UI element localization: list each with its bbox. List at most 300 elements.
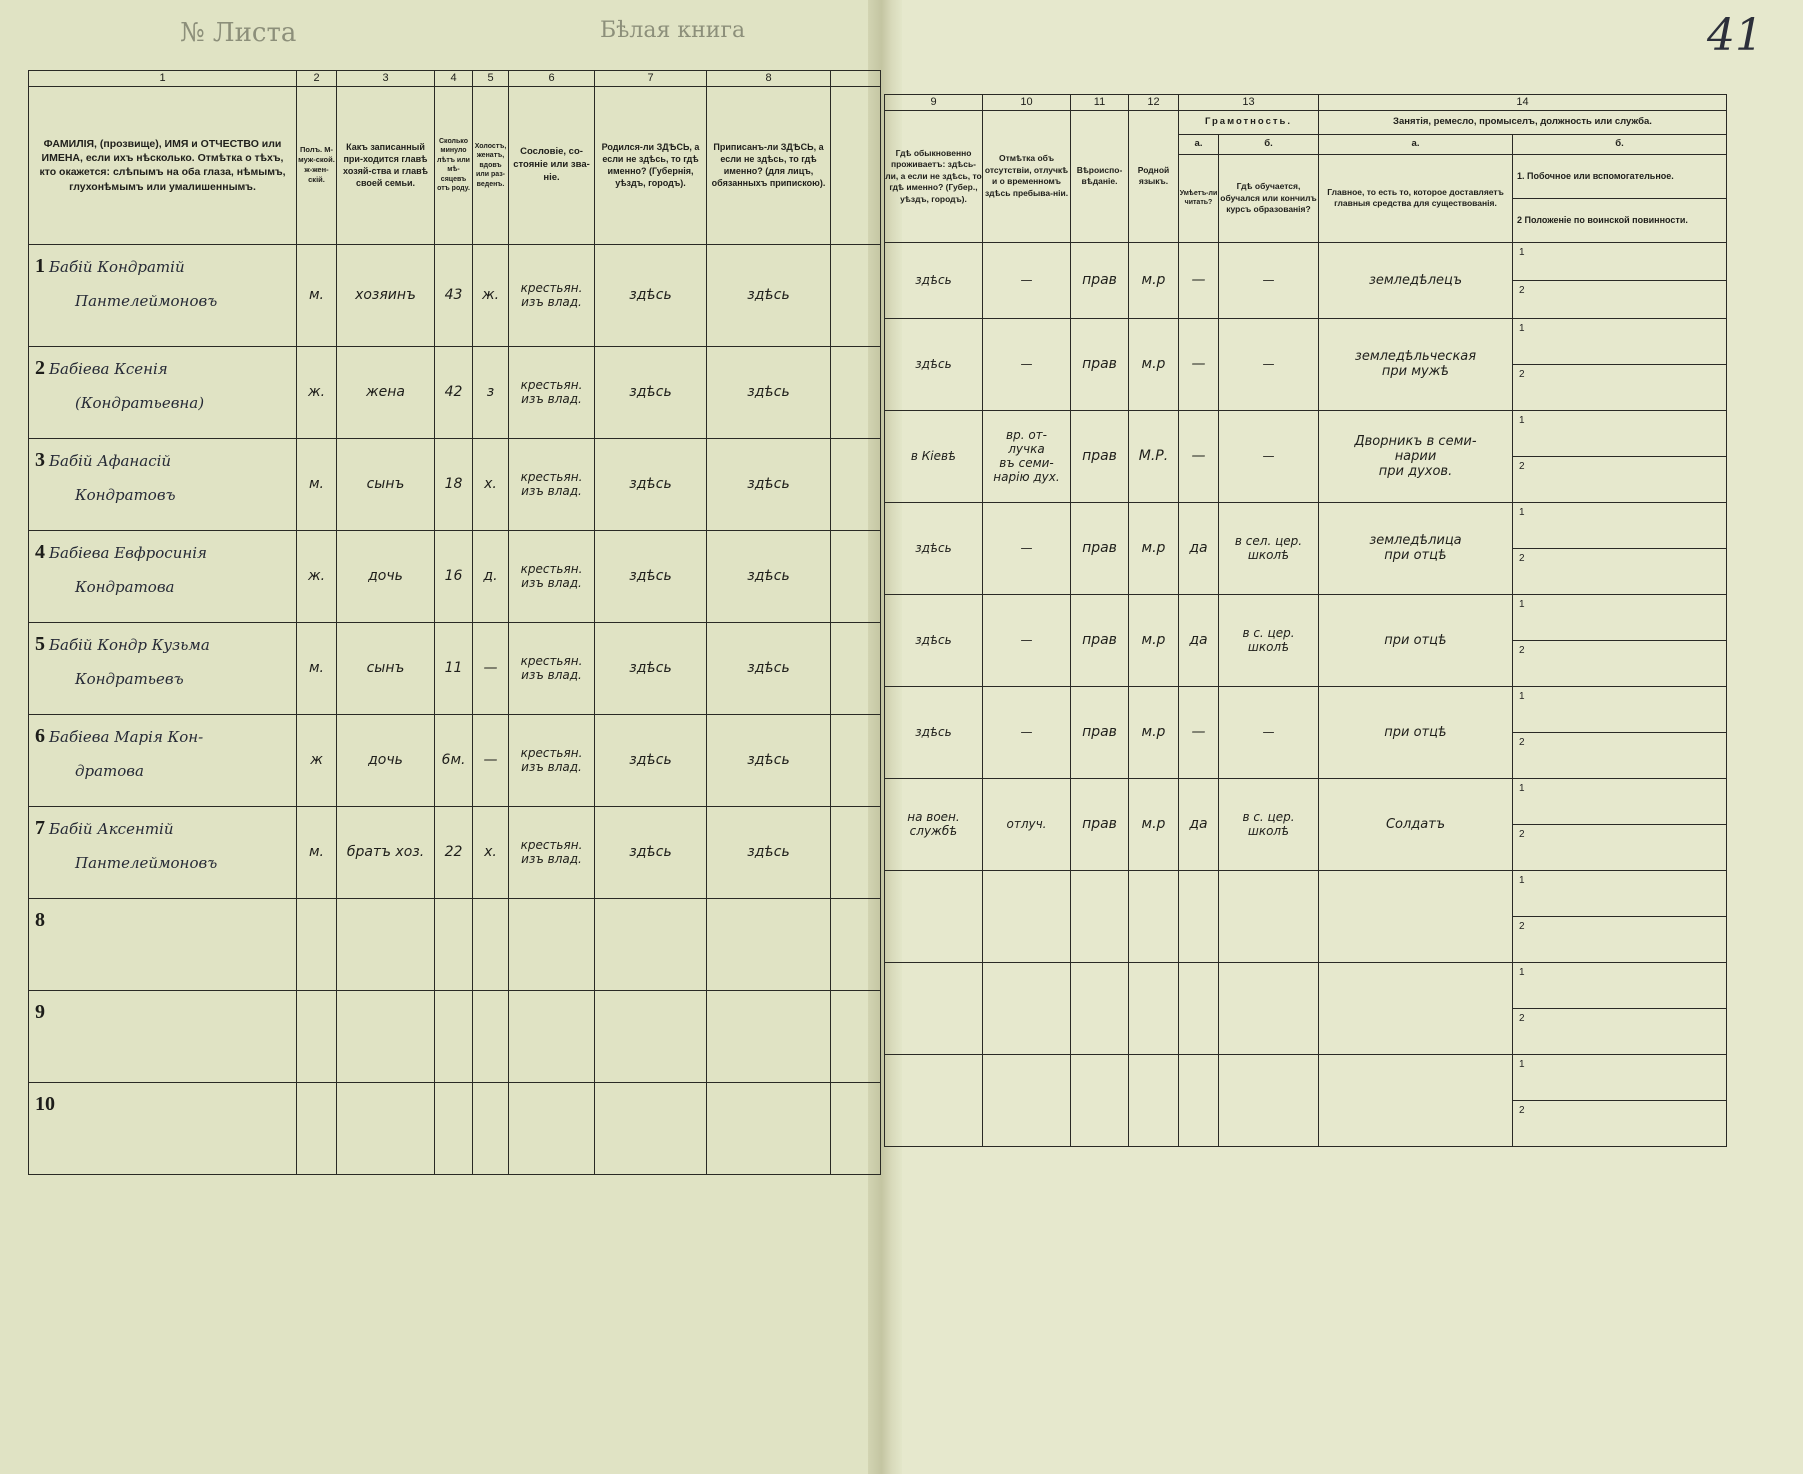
estate-cell-line: изъ влад. [521, 668, 582, 683]
person-name-line1 [35, 903, 290, 938]
estate-cell-line: крестьян. [520, 838, 583, 853]
marital-cell: — [473, 714, 509, 806]
person-name-line1 [35, 535, 290, 570]
person-name [29, 439, 296, 512]
col-4-header: Сколько минуло лѣтъ или мѣ-сяцевъ отъ роду. [435, 86, 473, 244]
religion-cell: прав [1071, 410, 1129, 502]
age-cell [435, 898, 473, 990]
col-11-number: 11 [1071, 95, 1129, 111]
education-cell: — [1219, 686, 1319, 778]
subrow-number-1: 1 [1519, 506, 1525, 518]
subrow-number-2: 2 [1519, 1104, 1525, 1116]
estate-cell [509, 244, 595, 346]
spacer-cell [831, 990, 881, 1082]
absence-cell-line: нарію дух. [993, 470, 1060, 485]
education-cell [1219, 962, 1319, 1054]
occupation-main-cell-line: земледѣлица [1369, 533, 1462, 549]
language-cell: м.р [1129, 242, 1179, 318]
subrow-number-2: 2 [1519, 368, 1525, 380]
person-row-left [29, 806, 881, 898]
spacer-cell [831, 806, 881, 898]
sex-cell: ж. [297, 530, 337, 622]
absence-cell-line: въ семи- [999, 456, 1054, 471]
occupation-main-cell [1319, 502, 1513, 594]
birthplace-cell [595, 990, 707, 1082]
person-name [29, 623, 296, 696]
occupation-main-cell [1319, 962, 1513, 1054]
person-name-cell [29, 898, 297, 990]
birthplace-cell: здѣсь [595, 346, 707, 438]
education-cell: — [1219, 318, 1319, 410]
person-row-left [29, 244, 881, 346]
religion-cell [1071, 962, 1129, 1054]
row-number: 8 [35, 908, 45, 931]
education-cell [1219, 1054, 1319, 1146]
surname-given-name: Бабіева Марія Кон- [49, 727, 204, 746]
row-number: 7 [35, 816, 45, 839]
surname-given-name: Бабій Кондратій [49, 257, 185, 276]
marital-cell: — [473, 622, 509, 714]
absence-cell-line: вр. от- [1006, 428, 1047, 443]
language-cell: м.р [1129, 318, 1179, 410]
absence-cell: — [983, 242, 1071, 318]
person-name-cell [29, 622, 297, 714]
birthplace-cell [595, 898, 707, 990]
row-number: 3 [35, 448, 45, 471]
occupation-main-cell [1319, 242, 1513, 318]
occupation-secondary-cell [1513, 686, 1727, 778]
education-cell [1219, 870, 1319, 962]
occupation-secondary-cell [1513, 410, 1727, 502]
occupation-secondary-line2 [1513, 825, 1726, 870]
person-name-cell [29, 244, 297, 346]
marital-cell: з [473, 346, 509, 438]
estate-cell [509, 806, 595, 898]
registration-cell: здѣсь [707, 622, 831, 714]
row-number: 9 [35, 1000, 45, 1023]
education-cell: — [1219, 410, 1319, 502]
marital-cell: д. [473, 530, 509, 622]
person-row-left [29, 990, 881, 1082]
occupation-secondary-cell [1513, 778, 1727, 870]
person-name-cell [29, 1082, 297, 1174]
row-number: 4 [35, 540, 45, 563]
birthplace-cell: здѣсь [595, 806, 707, 898]
patronymic: (Кондратьевна) [75, 393, 205, 412]
registration-cell: здѣсь [707, 806, 831, 898]
occupation-main-cell [1319, 1054, 1513, 1146]
occupation-secondary-cell [1513, 962, 1727, 1054]
marital-cell: ж. [473, 244, 509, 346]
residence-cell [885, 1054, 983, 1146]
occupation-main-cell-line: земледѣлецъ [1368, 272, 1463, 288]
occupation-main-cell-line: при отцѣ [1384, 724, 1447, 740]
estate-cell [509, 1082, 595, 1174]
occupation-main-cell [1319, 778, 1513, 870]
occupation-secondary-line2 [1513, 1009, 1726, 1054]
row-number: 6 [35, 724, 45, 747]
col-8-number: 8 [707, 71, 831, 87]
subrow-number-1: 1 [1519, 690, 1525, 702]
patronymic: дратова [75, 761, 144, 780]
person-row-right [885, 686, 1727, 778]
person-name-line1 [35, 249, 290, 284]
marital-cell [473, 1082, 509, 1174]
patronymic: Кондратовъ [75, 485, 176, 504]
relation-cell [337, 898, 435, 990]
registration-cell [707, 898, 831, 990]
occupation-secondary-line2 [1513, 365, 1726, 410]
col-10-number: 10 [983, 95, 1071, 111]
surname-given-name: Бабій Аксентій [49, 819, 174, 838]
birthplace-cell: здѣсь [595, 438, 707, 530]
literacy-cell: — [1179, 242, 1219, 318]
occupation-secondary-line1 [1513, 1055, 1726, 1101]
absence-cell: — [983, 686, 1071, 778]
col-5-number: 5 [473, 71, 509, 87]
registration-cell [707, 990, 831, 1082]
spacer-cell [831, 1082, 881, 1174]
religion-cell: прав [1071, 242, 1129, 318]
estate-cell-line: изъ влад. [521, 392, 582, 407]
religion-cell: прав [1071, 594, 1129, 686]
estate-cell [509, 898, 595, 990]
education-cell-line: в сел. цер. [1234, 534, 1303, 549]
patronymic: Пантелеймоновъ [75, 853, 218, 872]
residence-cell: здѣсь [885, 318, 983, 410]
col-3-header: Какъ записанный при-ходится главѣ хозяй-ства и главѣ своей семьи. [337, 86, 435, 244]
religion-cell: прав [1071, 686, 1129, 778]
person-row-left [29, 714, 881, 806]
age-cell: 22 [435, 806, 473, 898]
language-cell: м.р [1129, 686, 1179, 778]
col-6-header: Сословіе, со-стояніе или зва-ніе. [509, 86, 595, 244]
relation-cell: дочь [337, 714, 435, 806]
patronymic: Кондратьевъ [75, 669, 184, 688]
subrow-number-1: 1 [1519, 322, 1525, 334]
patronymic: Пантелеймоновъ [75, 291, 218, 310]
residence-cell-line: на воен. [907, 810, 960, 825]
estate-cell [509, 714, 595, 806]
subrow-number-2: 2 [1519, 284, 1525, 296]
relation-cell: сынъ [337, 622, 435, 714]
estate-cell-line: изъ влад. [521, 576, 582, 591]
person-row-right [885, 242, 1727, 318]
col-2-header: Полъ. М-муж-ской. ж-жен-скій. [297, 86, 337, 244]
absence-cell [983, 870, 1071, 962]
estate-cell-line: крестьян. [520, 746, 583, 761]
occupation-secondary-line2 [1513, 457, 1726, 502]
sex-cell: м. [297, 438, 337, 530]
residence-cell: здѣсь [885, 594, 983, 686]
left-page-header: № Листа [180, 18, 297, 48]
person-name-cell [29, 530, 297, 622]
occupation-secondary-line1 [1513, 243, 1726, 281]
absence-cell [983, 410, 1071, 502]
occupation-main-cell-line: нарии [1394, 448, 1437, 464]
birthplace-cell [595, 1082, 707, 1174]
age-cell: 11 [435, 622, 473, 714]
person-name-line1 [35, 995, 290, 1030]
literacy-cell: — [1179, 318, 1219, 410]
col-13a-header: Умѣетъ-ли читать? [1179, 154, 1219, 242]
education-cell: — [1219, 242, 1319, 318]
birthplace-cell: здѣсь [595, 622, 707, 714]
row-number: 10 [35, 1092, 55, 1115]
registration-cell [707, 1082, 831, 1174]
col-12-number: 12 [1129, 95, 1179, 111]
absence-cell: — [983, 502, 1071, 594]
estate-cell-line: крестьян. [520, 281, 583, 296]
occupation-secondary-cell [1513, 242, 1727, 318]
patronymic: Кондратова [75, 577, 175, 596]
col-8-header: Приписанъ-ли ЗДѢСЬ, а если не здѣсь, то гдѣ именно? (для лицъ, обязанныхъ припискою). [707, 86, 831, 244]
col-5-header: Холостъ, женатъ, вдовъ или раз-веденъ. [473, 86, 509, 244]
occupation-secondary-line1 [1513, 687, 1726, 733]
sex-cell: ж. [297, 346, 337, 438]
person-name [29, 991, 296, 1030]
col-13-header: Грамотность. [1179, 110, 1319, 134]
relation-cell: сынъ [337, 438, 435, 530]
occupation-secondary-cell [1513, 502, 1727, 594]
education-cell [1219, 778, 1319, 870]
surname-given-name: Бабіева Евфросинія [49, 543, 207, 562]
estate-cell [509, 622, 595, 714]
occupation-secondary-line1 [1513, 503, 1726, 549]
language-cell: М.Р. [1129, 410, 1179, 502]
person-name [29, 807, 296, 880]
occupation-main-cell-line: Солдатъ [1385, 816, 1446, 832]
occupation-secondary-line1 [1513, 871, 1726, 917]
residence-cell: здѣсь [885, 242, 983, 318]
person-name-cell [29, 438, 297, 530]
religion-cell [1071, 1054, 1129, 1146]
spacer-cell [831, 530, 881, 622]
row-number: 2 [35, 356, 45, 379]
occupation-secondary-cell [1513, 318, 1727, 410]
col-10-header: Отмѣтка объ отсутствіи, отлучкѣ и о временномъ здѣсь пребыва-ніи. [983, 110, 1071, 242]
spacer-col [831, 71, 881, 87]
person-name-cell [29, 346, 297, 438]
residence-cell-line: службѣ [909, 824, 958, 839]
age-cell: 18 [435, 438, 473, 530]
person-name [29, 715, 296, 788]
person-name-line1 [35, 627, 290, 662]
subrow-number-2: 2 [1519, 828, 1525, 840]
occupation-secondary-line1 [1513, 779, 1726, 825]
absence-cell-line: лучка [1008, 442, 1045, 457]
person-name-line1 [35, 1087, 290, 1122]
sex-cell: м. [297, 806, 337, 898]
residence-cell: здѣсь [885, 686, 983, 778]
residence-cell: здѣсь [885, 502, 983, 594]
birthplace-cell: здѣсь [595, 530, 707, 622]
col-13b-header: Гдѣ обучается, обучался или кончилъ курсъ образованія? [1219, 154, 1319, 242]
col-14b-header [1513, 154, 1727, 242]
col-13-number: 13 [1179, 95, 1319, 111]
education-cell [1219, 594, 1319, 686]
occupation-main-cell-line: земледѣльческая [1354, 349, 1477, 365]
residence-cell [885, 962, 983, 1054]
col-14a-letter: а. [1319, 134, 1513, 154]
subrow-number-2: 2 [1519, 736, 1525, 748]
person-row-right [885, 318, 1727, 410]
col-14b1-header: 1. Побочное или вспомогательное. [1513, 155, 1726, 199]
occupation-secondary-line1 [1513, 411, 1726, 457]
occupation-main-cell-line: при мужѣ [1381, 364, 1450, 380]
spacer-col [831, 86, 881, 244]
subrow-number-1: 1 [1519, 782, 1525, 794]
occupation-main-cell-line: при отцѣ [1384, 632, 1447, 648]
person-row-right [885, 410, 1727, 502]
sex-cell: м. [297, 622, 337, 714]
estate-cell [509, 438, 595, 530]
person-name-line1 [35, 443, 290, 478]
age-cell [435, 990, 473, 1082]
estate-cell [509, 990, 595, 1082]
registration-cell: здѣсь [707, 530, 831, 622]
row-number: 5 [35, 632, 45, 655]
col-6-number: 6 [509, 71, 595, 87]
age-cell: 16 [435, 530, 473, 622]
age-cell: 6м. [435, 714, 473, 806]
person-row-left [29, 346, 881, 438]
spacer-cell [831, 244, 881, 346]
language-cell: м.р [1129, 502, 1179, 594]
education-cell-line: в с. цер. [1242, 626, 1295, 641]
spacer-cell [831, 898, 881, 990]
occupation-main-cell [1319, 686, 1513, 778]
spacer-cell [831, 622, 881, 714]
occupation-main-cell [1319, 870, 1513, 962]
subrow-number-1: 1 [1519, 246, 1525, 258]
occupation-main-cell-line: при отцѣ [1384, 548, 1447, 564]
person-name [29, 531, 296, 604]
age-cell: 43 [435, 244, 473, 346]
row-number: 1 [35, 254, 45, 277]
residence-cell [885, 870, 983, 962]
col-1-number: 1 [29, 71, 297, 87]
language-cell [1129, 1054, 1179, 1146]
sex-cell [297, 990, 337, 1082]
education-cell-line: школѣ [1247, 824, 1290, 839]
estate-cell-line: изъ влад. [521, 852, 582, 867]
relation-cell: дочь [337, 530, 435, 622]
estate-cell [509, 530, 595, 622]
person-row-right [885, 962, 1727, 1054]
occupation-main-cell-line: Дворникъ в семи- [1354, 433, 1477, 449]
page-number: 41 [1707, 10, 1763, 61]
person-name-line1 [35, 351, 290, 386]
col-13b-letter: б. [1219, 134, 1319, 154]
education-cell-line: в с. цер. [1242, 810, 1295, 825]
col-13a-letter: а. [1179, 134, 1219, 154]
col-9-header: Гдѣ обыкновенно проживаетъ: здѣсь-ли, а если не здѣсь, то гдѣ именно? (Губер., уѣздъ, городъ). [885, 110, 983, 242]
occupation-secondary-line2 [1513, 281, 1726, 318]
estate-cell-line: изъ влад. [521, 760, 582, 775]
residence-cell: в Кіевѣ [885, 410, 983, 502]
education-cell-line: школѣ [1247, 640, 1290, 655]
absence-cell [983, 1054, 1071, 1146]
literacy-cell: — [1179, 410, 1219, 502]
spacer-cell [831, 714, 881, 806]
relation-cell: хозяинъ [337, 244, 435, 346]
estate-cell [509, 346, 595, 438]
literacy-cell: — [1179, 686, 1219, 778]
occupation-secondary-line2 [1513, 641, 1726, 686]
person-name-cell [29, 990, 297, 1082]
occupation-main-cell [1319, 594, 1513, 686]
occupation-secondary-line1 [1513, 595, 1726, 641]
subrow-number-2: 2 [1519, 552, 1525, 564]
religion-cell [1071, 870, 1129, 962]
person-name-line1 [35, 811, 290, 846]
occupation-secondary-cell [1513, 1054, 1727, 1146]
occupation-secondary-line2 [1513, 733, 1726, 778]
language-cell [1129, 962, 1179, 1054]
person-name-cell [29, 714, 297, 806]
person-name [29, 1083, 296, 1122]
religion-cell: прав [1071, 502, 1129, 594]
relation-cell [337, 990, 435, 1082]
subrow-number-2: 2 [1519, 920, 1525, 932]
occupation-main-cell [1319, 318, 1513, 410]
sex-cell [297, 898, 337, 990]
census-table-left [28, 70, 881, 1175]
person-name-cell [29, 806, 297, 898]
religion-cell: прав [1071, 318, 1129, 410]
person-row-right [885, 594, 1727, 686]
literacy-cell [1179, 962, 1219, 1054]
education-cell-line: школѣ [1247, 548, 1290, 563]
surname-given-name: Бабій Афанасій [49, 451, 172, 470]
registration-cell: здѣсь [707, 346, 831, 438]
estate-cell-line: изъ влад. [521, 484, 582, 499]
occupation-secondary-cell [1513, 594, 1727, 686]
census-table-right [884, 94, 1727, 1147]
absence-cell: отлуч. [983, 778, 1071, 870]
literacy-cell: да [1179, 594, 1219, 686]
age-cell [435, 1082, 473, 1174]
col-14b2-header: 2 Положеніе по воинской повинности. [1517, 214, 1688, 225]
col-14a-header: Главное, то есть то, которое доставляетъ главныя средства для существованія. [1319, 154, 1513, 242]
subrow-number-1: 1 [1519, 414, 1525, 426]
person-name [29, 347, 296, 420]
col-7-header: Родился-ли ЗДѢСЬ, а если не здѣсь, то гдѣ именно? (Губернія, уѣздъ, городъ). [595, 86, 707, 244]
absence-cell: — [983, 318, 1071, 410]
literacy-cell: да [1179, 778, 1219, 870]
education-cell [1219, 502, 1319, 594]
estate-cell-line: крестьян. [520, 378, 583, 393]
marital-cell [473, 990, 509, 1082]
estate-cell-line: крестьян. [520, 470, 583, 485]
person-row-right [885, 870, 1727, 962]
subrow-number-1: 1 [1519, 966, 1525, 978]
birthplace-cell: здѣсь [595, 714, 707, 806]
subrow-number-2: 2 [1519, 460, 1525, 472]
occupation-secondary-line2 [1513, 549, 1726, 594]
language-cell [1129, 870, 1179, 962]
estate-cell-line: крестьян. [520, 654, 583, 669]
occupation-main-cell [1319, 410, 1513, 502]
sex-cell [297, 1082, 337, 1174]
col-2-number: 2 [297, 71, 337, 87]
subrow-number-1: 1 [1519, 598, 1525, 610]
person-row-left [29, 1082, 881, 1174]
subrow-number-1: 1 [1519, 1058, 1525, 1070]
birthplace-cell: здѣсь [595, 244, 707, 346]
person-row-right [885, 778, 1727, 870]
